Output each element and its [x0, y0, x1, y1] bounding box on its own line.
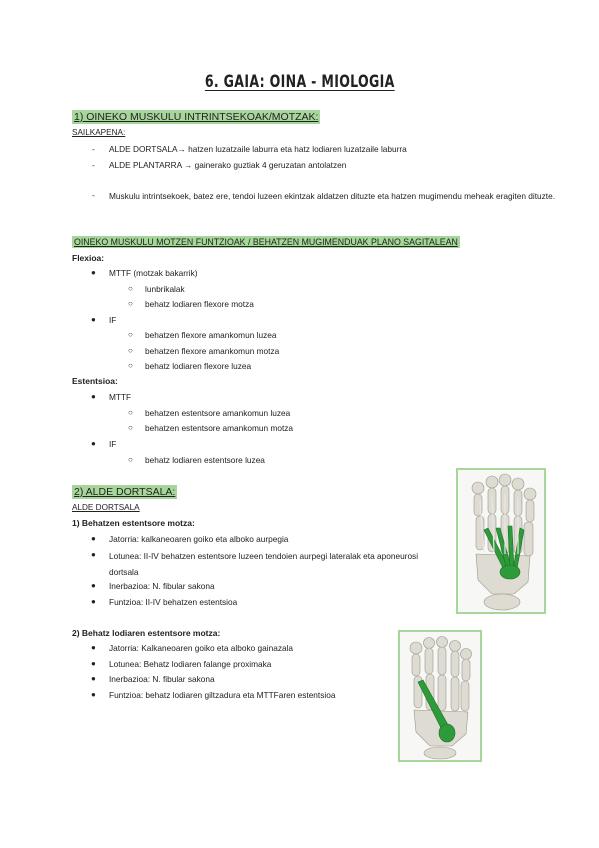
flexioa-mttf: MTTF (motzak bakarrik) [109, 268, 198, 278]
muscle2-item: Lotunea: Behatz lodiaren falange proximaka [109, 659, 272, 669]
bullet-circle: ○ [128, 346, 133, 355]
muscle2-item: Funtzioa: behatz lodiaren giltzadura eta MTTFaren estentsioa [109, 690, 336, 700]
bullet-circle: ○ [128, 455, 133, 464]
bullet-dot: ● [91, 581, 96, 590]
muscle1-title: 1) Behatzen estentsore motza: [72, 518, 195, 528]
foot-illustration-extensor-hallucis-brevis [398, 630, 482, 762]
list-item: behatz lodiaren estentsore luzea [145, 455, 265, 465]
bullet-circle: ○ [128, 330, 133, 339]
dash-item: ALDE PLANTARRA → gainerako guztiak 4 geruzatan antolatzen [109, 160, 347, 170]
page-title: 6. GAIA: OINA - MIOLOGIA [204, 72, 395, 92]
dash-item: Muskulu intrintsekoek, batez ere, tendoi luzeen ekintzak aldatzen dituzte eta hatzen mugimendu meheak eragiten dituzte. [109, 191, 555, 201]
bullet-dot: ● [91, 674, 96, 683]
list-item: behatzen flexore amankomun motza [145, 346, 280, 356]
page-title-block [0, 72, 599, 92]
dash-bullet: - [92, 160, 95, 170]
muscle2-item: Jatorria: Kalkaneoaren goiko eta alboko gainazala [109, 643, 294, 653]
flexioa-if: IF [109, 315, 117, 325]
muscle1-item: Inerbazioa: N. fibular sakona [109, 581, 215, 591]
section1-heading: 1) OINEKO MUSKULU INTRINTSEKOAK/MOTZAK: [74, 111, 319, 123]
functions-heading: OINEKO MUSKULU MOTZEN FUNTZIOAK / BEHATZEN MUGIMENDUAK PLANO SAGITALEAN [74, 237, 458, 247]
estentsioa-if: IF [109, 439, 117, 449]
section2-sublabel: ALDE DORTSALA [72, 503, 140, 512]
foot-illustration-extensor-digitorum-brevis [456, 468, 546, 614]
muscle1-item: Jatorria: kalkaneoaren goiko eta alboko aurpegia [109, 534, 289, 544]
muscle2-title: 2) Behatz lodiaren estentsore motza: [72, 628, 221, 638]
bullet-dot: ● [91, 439, 96, 448]
bullet-dot: ● [91, 659, 96, 668]
list-item: lunbrikalak [145, 284, 185, 294]
bullet-dot: ● [91, 597, 96, 606]
dash-item: ALDE DORTSALA→ hatzen luzatzaile laburra eta hatz lodiaren luzatzaile laburra [109, 144, 407, 154]
bullet-dot: ● [91, 550, 96, 559]
dash-bullet: - [92, 144, 95, 154]
bullet-dot: ● [91, 690, 96, 699]
muscle1-item: Funtzioa: II-IV behatzen estentsioa [109, 597, 238, 607]
section2-heading: 2) ALDE DORTSALA: [74, 486, 176, 498]
list-item: behatz lodiaren flexore motza [145, 299, 254, 309]
muscle1-item: Lotunea: II-IV behatzen estentsore luzeen tendoien aurpegi lateralak eta aponeurosi dortsala [109, 551, 419, 577]
list-item: behatz lodiaren flexore luzea [145, 361, 252, 371]
bullet-circle: ○ [128, 361, 133, 370]
bullet-circle: ○ [128, 284, 133, 293]
list-item: behatzen estentsore amankomun motza [145, 423, 294, 433]
bullet-dot: ● [91, 315, 96, 324]
bullet-dot: ● [91, 534, 96, 543]
flexioa-label: Flexioa: [72, 253, 105, 263]
list-item: behatzen flexore amankomun luzea [145, 330, 277, 340]
muscle2-item: Inerbazioa: N. fibular sakona [109, 674, 215, 684]
list-item: behatzen estentsore amankomun luzea [145, 408, 291, 418]
bullet-circle: ○ [128, 423, 133, 432]
bullet-dot: ● [91, 392, 96, 401]
bullet-dot: ● [91, 268, 96, 277]
estentsioa-label: Estentsioa: [72, 376, 118, 386]
bullet-circle: ○ [128, 408, 133, 417]
dash-bullet: - [92, 190, 95, 200]
section1-sublabel: SAILKAPENA: [72, 128, 126, 137]
bullet-dot: ● [91, 643, 96, 652]
bullet-circle: ○ [128, 299, 133, 308]
estentsioa-mttf: MTTF [109, 392, 132, 402]
